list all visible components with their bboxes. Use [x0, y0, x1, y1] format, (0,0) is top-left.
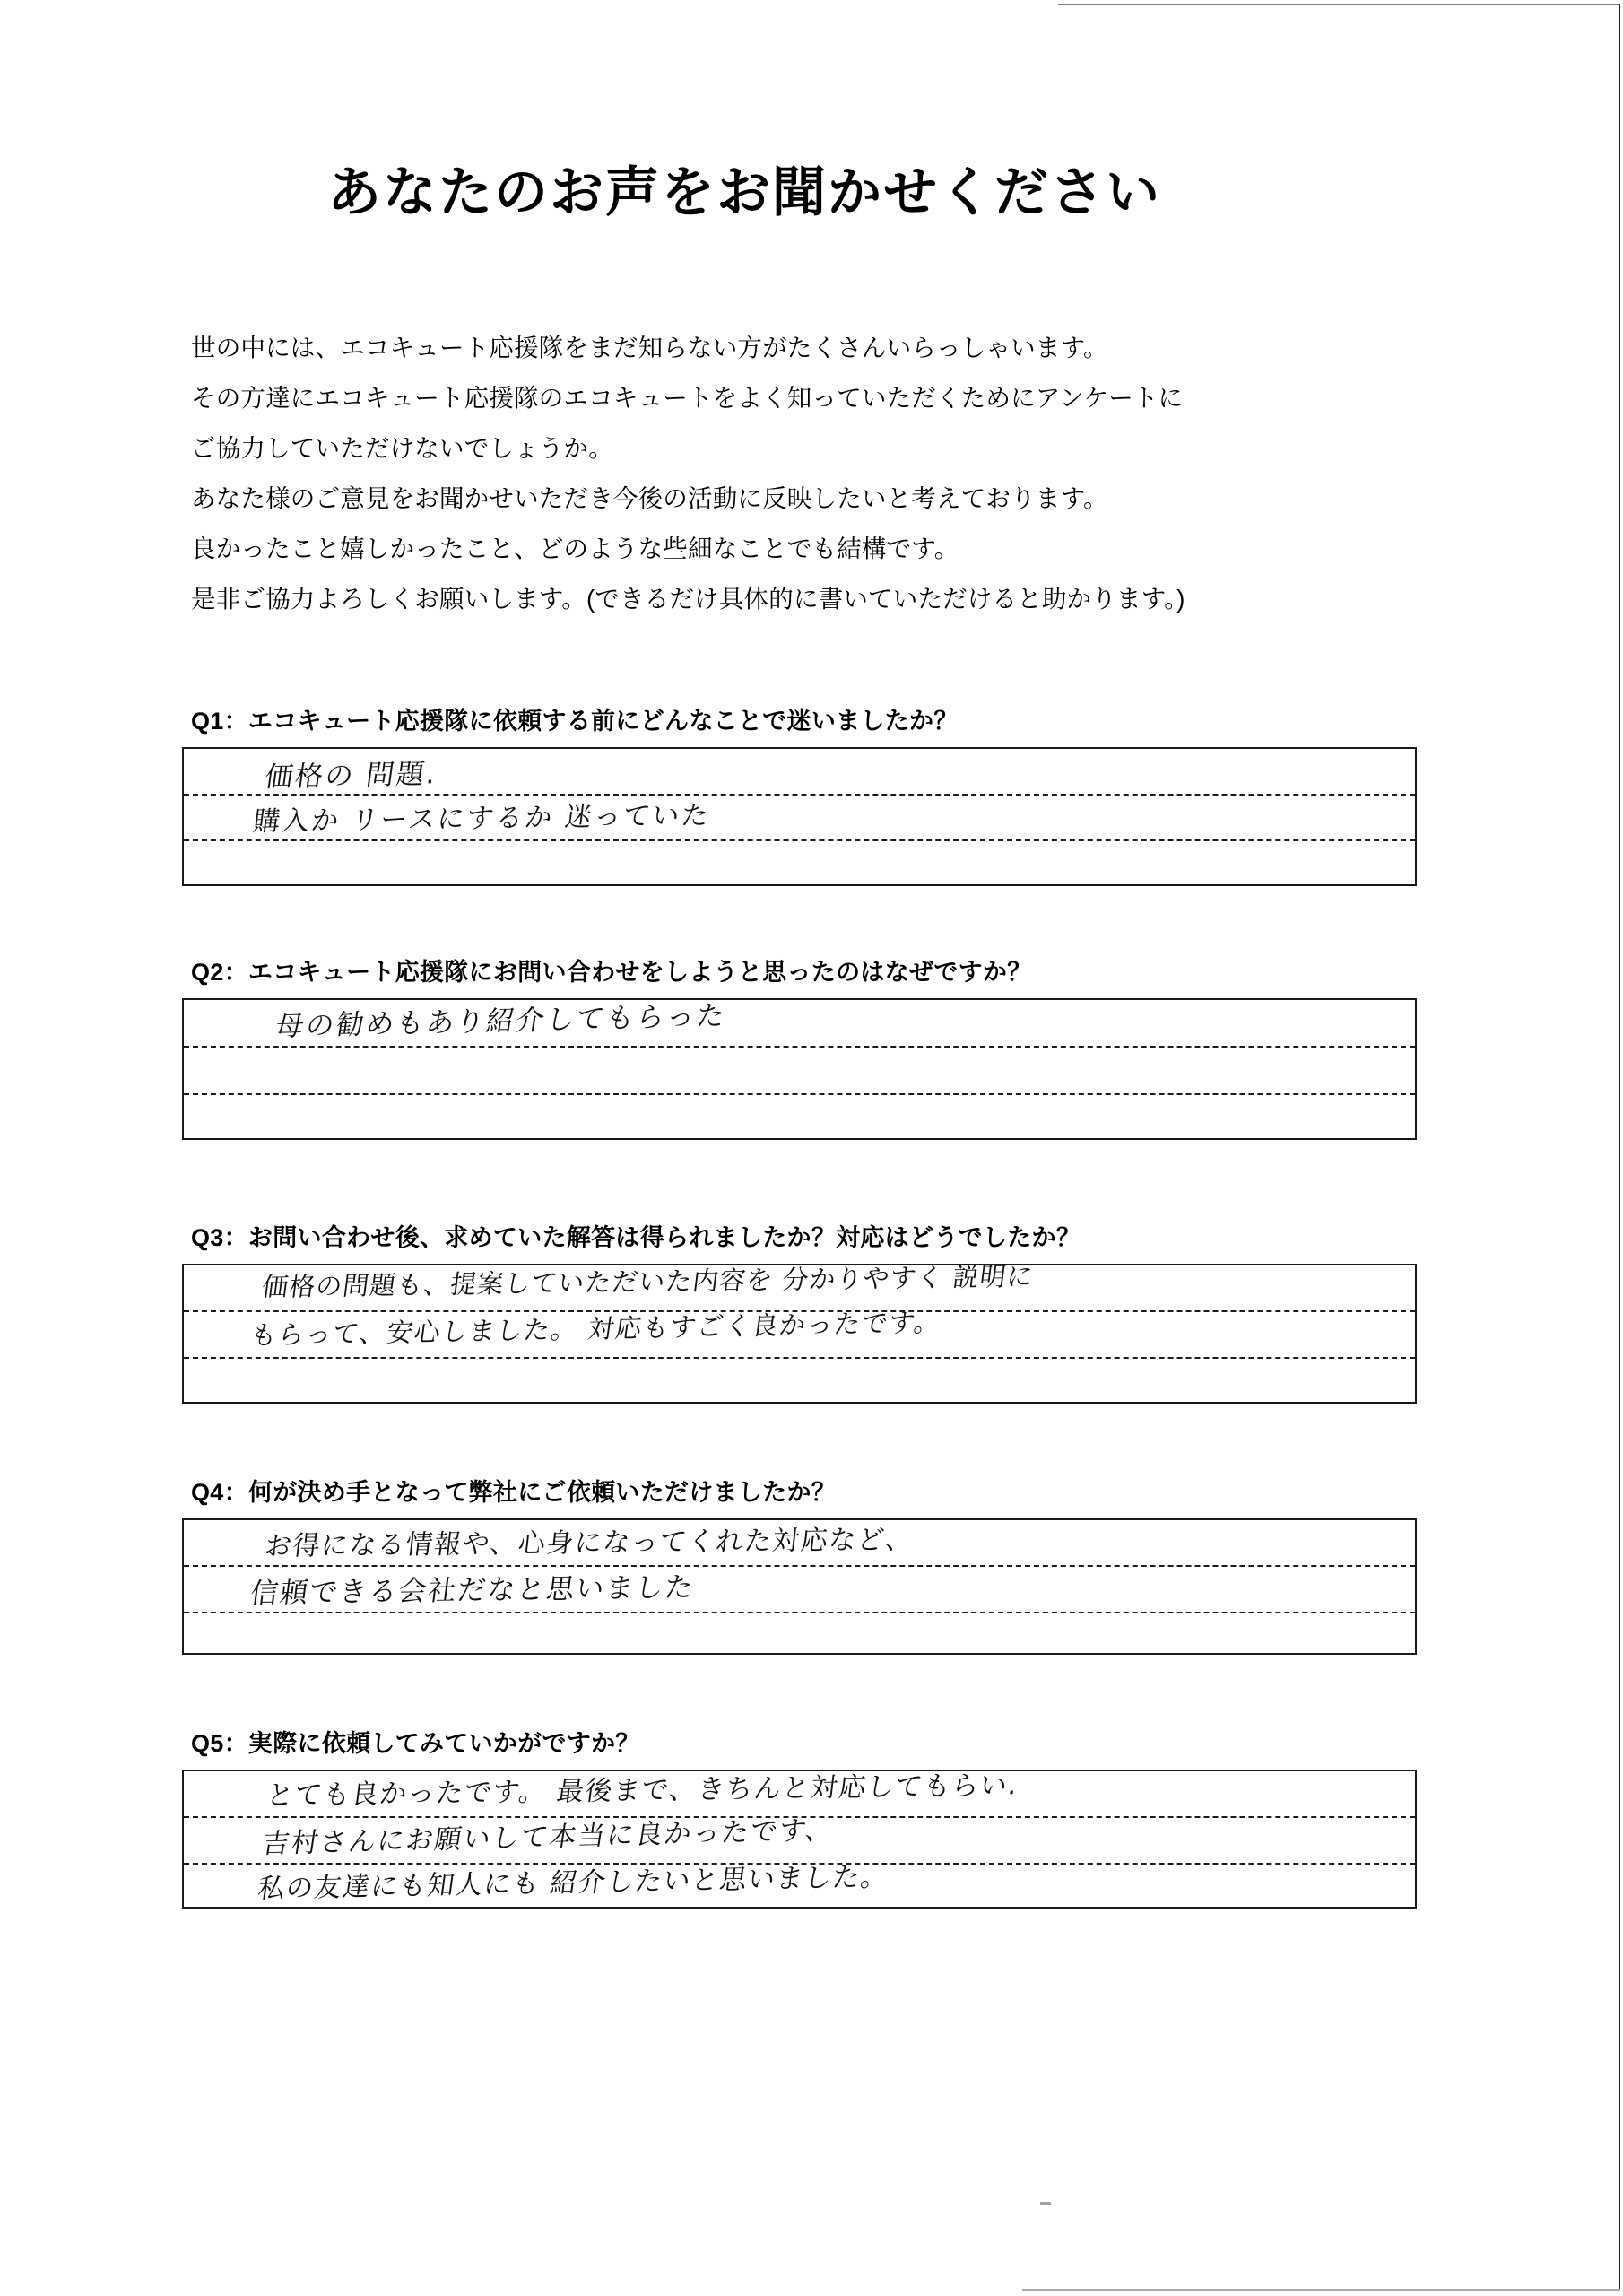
intro-line: ご協力していただけないでしょうか。 [191, 434, 613, 462]
question-label-q5: Q5：実際に依頼してみていかがですか？ [191, 1730, 640, 1757]
answer-row[interactable] [184, 1359, 1415, 1402]
answer-row[interactable] [184, 1000, 1415, 1048]
answer-box-q5[interactable] [182, 1770, 1417, 1909]
intro-line: その方達にエコキュート応援隊のエコキュートをよく知っていただくためにアンケートに [191, 384, 1184, 412]
question-block-q1 [182, 701, 1417, 886]
handwritten-answer: お得になる情報や、心身になってくれた対応など、 [263, 1524, 916, 1562]
answer-box-q3[interactable] [182, 1260, 1417, 1404]
answer-box-q1[interactable] [182, 747, 1417, 886]
answer-box-q4[interactable] [182, 1518, 1417, 1655]
answer-row[interactable] [184, 1048, 1415, 1095]
answer-row[interactable] [184, 1095, 1415, 1138]
handwritten-answer: 私の友達にも知人にも 紹介したいと思いました。 [256, 1861, 891, 1905]
intro-line: 世の中には、エコキュート応援隊をまだ知らない方がたくさんいらっしゃいます。 [191, 334, 1108, 361]
scan-speck-artifact [1040, 2202, 1051, 2205]
answer-row[interactable] [184, 1613, 1415, 1653]
handwritten-answer: 購入か リースにするか 迷っていた [251, 799, 713, 838]
question-label-q4: Q4：何が決め手となって弊社にご依頼いただけましたか？ [191, 1479, 837, 1506]
answer-row[interactable] [184, 749, 1415, 796]
question-label-q2: Q2：エコキュート応援隊にお問い合わせをしようと思ったのはなぜですか？ [191, 959, 1032, 986]
handwritten-answer: 価格の 問題. [263, 758, 440, 794]
intro-line: 良かったこと嬉しかったこと、どのような些細なことでも結構です。 [191, 535, 959, 562]
handwritten-answer: 信頼できる会社だなと思いました [248, 1571, 697, 1610]
scan-edge-artifact [1022, 2289, 1620, 2291]
scan-edge-artifact [1619, 4, 1620, 2289]
handwritten-answer: 価格の問題も、提案していただいた内容を 分かりやすく 説明に [260, 1260, 1036, 1302]
handwritten-answer: 吉村さんにお願いして本当に良かったです、 [260, 1814, 837, 1860]
question-label-q1: Q1：エコキュート応援隊に依頼する前にどんなことで迷いましたか？ [191, 708, 959, 735]
answer-row[interactable] [184, 1567, 1415, 1613]
answer-row[interactable] [184, 796, 1415, 841]
answer-row[interactable] [184, 1861, 1415, 1907]
answer-row[interactable] [184, 841, 1415, 884]
intro-line: あなた様のご意見をお聞かせいただき今後の活動に反映したいと考えております。 [191, 484, 1108, 512]
intro-paragraph [191, 323, 1446, 624]
handwritten-answer: もらって、安心しました。 対応もすごく良かったです。 [248, 1307, 944, 1351]
question-label-q3: Q3：お問い合わせ後、求めていた解答は得られましたか？対応はどうでしたか？ [191, 1224, 1081, 1251]
page-title: あなたのお声をお聞かせください [327, 162, 1161, 222]
question-block-q3 [182, 1218, 1417, 1404]
question-block-q2 [182, 952, 1417, 1140]
question-block-q4 [182, 1473, 1417, 1655]
handwritten-answer: とても良かったです。 最後まで、きちんと対応してもらい. [265, 1770, 1020, 1812]
scan-edge-artifact [1058, 4, 1620, 5]
answer-row[interactable] [184, 1520, 1415, 1567]
answer-box-q2[interactable] [182, 998, 1417, 1140]
answer-row[interactable] [184, 1307, 1415, 1359]
handwritten-answer: 母の勧めもあり紹介してもらった [273, 999, 729, 1043]
question-block-q5 [182, 1724, 1417, 1909]
intro-line: 是非ご協力よろしくお願いします。(できるだけ具体的に書いていただけると助かります。) [191, 585, 1185, 613]
